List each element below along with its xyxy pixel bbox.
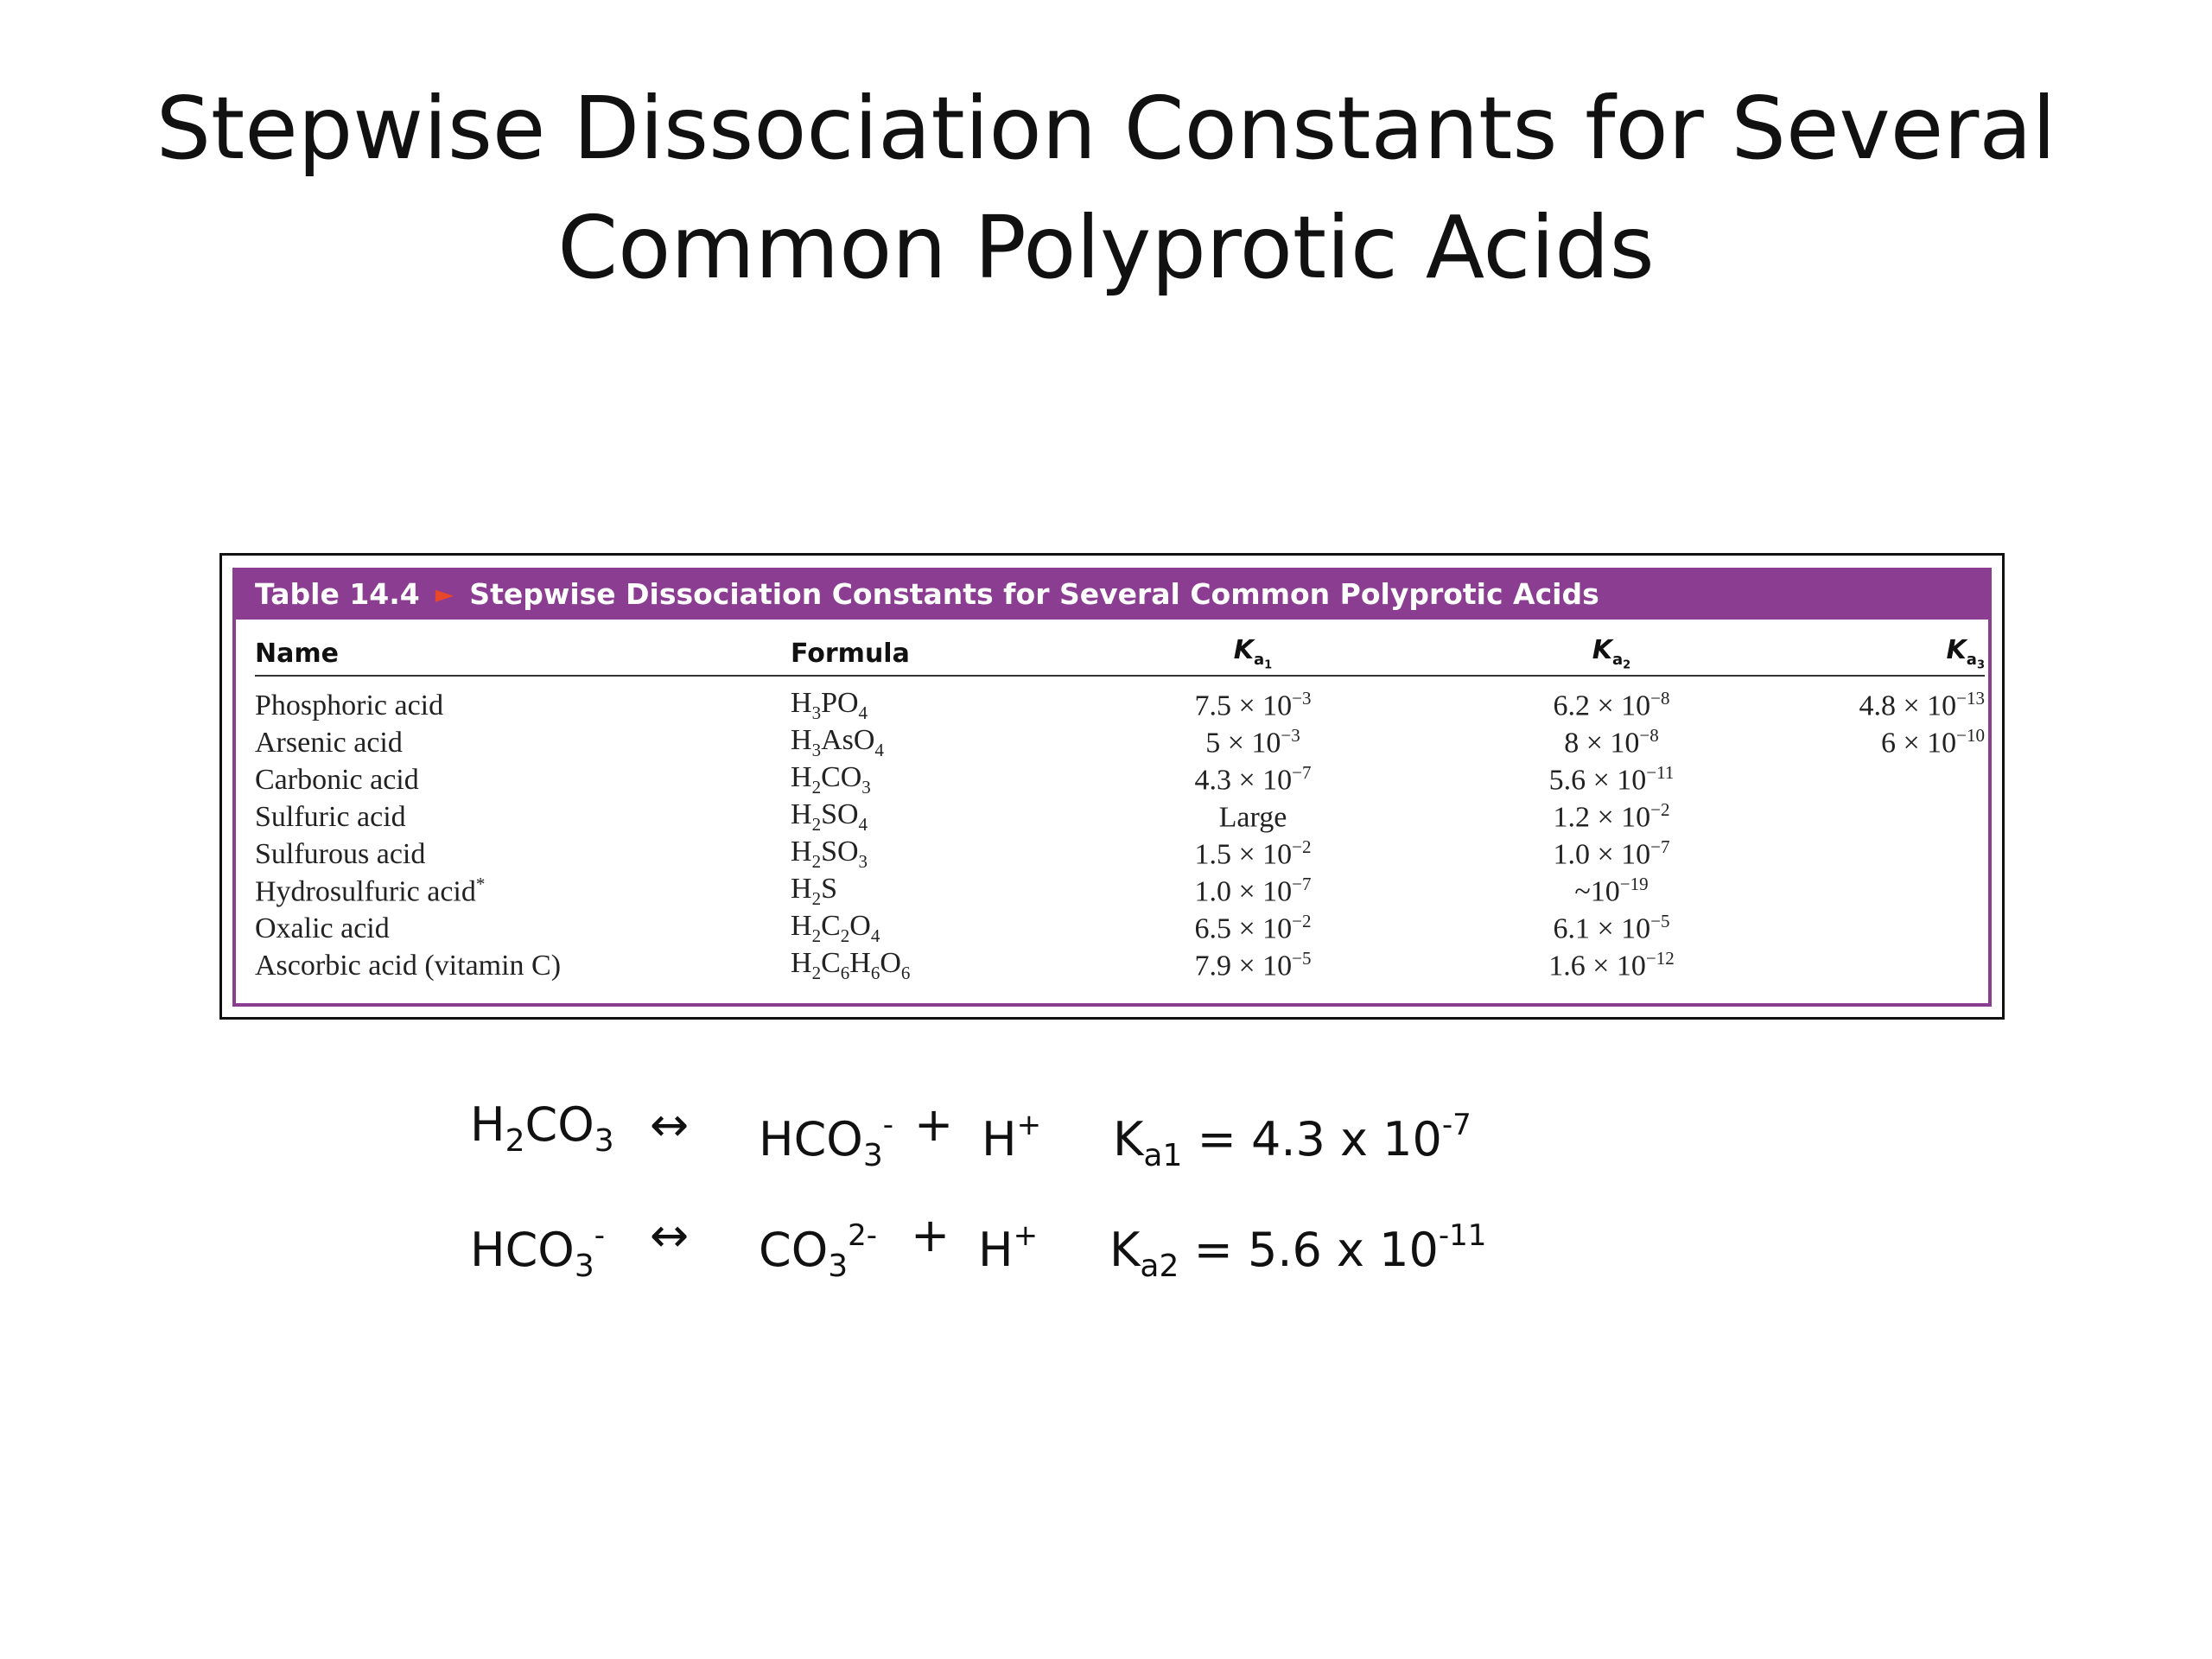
- equation-2-ion: H+: [978, 1218, 1039, 1277]
- table-row: [255, 873, 1985, 910]
- acid-formula: $H_2S$: [791, 873, 837, 909]
- ka1-value: $6.5 \times 10^{-2}$: [1194, 911, 1312, 945]
- column-header-name: Name: [255, 632, 791, 676]
- table-row: [255, 798, 1985, 836]
- table-row: [255, 910, 1985, 947]
- ka3-value: [1784, 947, 1985, 984]
- table-row: [255, 724, 1985, 761]
- acid-name: Sulfurous acid: [255, 837, 426, 870]
- ka1-value: $1.5 \times 10^{-2}$: [1194, 836, 1312, 871]
- ka2-value: $6.1 \times 10^{-5}$: [1553, 911, 1670, 945]
- acid-formula: $H_2C_2O_4$: [791, 910, 880, 946]
- equation-2-plus: +: [911, 1208, 950, 1262]
- acid-formula: $H_2SO_3$: [791, 836, 868, 872]
- table-row: [255, 676, 1985, 724]
- ka2-value: $1.2 \times 10^{-2}$: [1553, 799, 1670, 834]
- ka2-value: $1.6 \times 10^{-12}$: [1548, 948, 1675, 982]
- ka2-value: $8 \times 10^{-8}$: [1564, 725, 1659, 760]
- column-header-formula: Formula: [791, 632, 1067, 676]
- table-row: [255, 836, 1985, 873]
- ka2-value: $\sim 10^{-19}$: [1574, 874, 1649, 908]
- ka3-value: [1784, 836, 1985, 873]
- ka3-value: [1784, 761, 1985, 798]
- acid-formula: $H_2SO_4$: [791, 798, 868, 835]
- table-row: [255, 761, 1985, 798]
- equation-1-constant: $K_{a1} = 4.3$ x $10^{-7}$: [1113, 1108, 1471, 1173]
- equation-1-plus: +: [914, 1097, 954, 1152]
- ka3-value: [1784, 910, 1985, 947]
- ka1-value: $5 \times 10^{-3}$: [1205, 725, 1300, 760]
- acid-name: Carbonic acid: [255, 763, 419, 796]
- ka2-value: $6.2 \times 10^{-8}$: [1553, 688, 1670, 722]
- ka2-value: $5.6 \times 10^{-11}$: [1548, 762, 1675, 797]
- slide-title-line-1: Stepwise Dissociation Constants for Several: [156, 78, 2056, 179]
- triangle-arrow-icon: ►: [435, 579, 454, 608]
- acid-formula: $H_2C_6H_6O_6$: [791, 947, 911, 983]
- equation-2-product: $CO_3^{2-}$: [759, 1218, 878, 1284]
- equation-1: [0, 1090, 2212, 1173]
- ka3-value: $4.8 \times 10^{-13}$: [1859, 688, 1985, 722]
- acid-name: Hydrosulfuric acid*: [255, 874, 486, 908]
- table-row: [255, 947, 1985, 984]
- ka2-value: $1.0 \times 10^{-7}$: [1553, 836, 1670, 871]
- table-box: [232, 568, 1992, 1007]
- ka3-value: $6 \times 10^{-10}$: [1880, 725, 1985, 760]
- slide-title-line-2: Common Polyprotic Acids: [557, 197, 1655, 298]
- table-caption-bar: [236, 568, 1988, 620]
- acid-name: Oxalic acid: [255, 912, 390, 944]
- ka1-value: $7.5 \times 10^{-3}$: [1194, 688, 1312, 722]
- equation-2-constant: $K_{a2} = 5.6$ x $10^{-11}$: [1109, 1218, 1487, 1284]
- acid-name: Arsenic acid: [255, 726, 403, 759]
- ka1-value: $7.9 \times 10^{-5}$: [1194, 948, 1312, 982]
- acid-name: Ascorbic acid (vitamin C): [255, 949, 562, 982]
- acid-name: Sulfuric acid: [255, 800, 406, 833]
- equation-1-ion: H+: [982, 1108, 1042, 1166]
- table-image-frame: [219, 553, 2005, 1020]
- column-header-ka3: $K_{a_3}$: [1784, 632, 1985, 676]
- ka1-value: $1.0 \times 10^{-7}$: [1194, 874, 1312, 908]
- table-number: Table 14.4: [255, 576, 420, 611]
- ka3-value: [1784, 873, 1985, 910]
- column-header-ka1: $K_{a_1}$: [1067, 632, 1439, 676]
- equation-2: [0, 1201, 2212, 1284]
- ka1-value: $4.3 \times 10^{-7}$: [1194, 762, 1312, 797]
- equation-1-product: $HCO_3^-$: [759, 1108, 894, 1173]
- ka3-value: [1784, 798, 1985, 836]
- table-caption: Stepwise Dissociation Constants for Several Common Polyprotic Acids: [469, 576, 1599, 611]
- dissociation-constants-table: [255, 632, 1985, 984]
- acid-formula: $H_2CO_3$: [791, 761, 871, 798]
- equilibrium-arrow-icon: ↔: [650, 1097, 690, 1152]
- acid-formula: $H_3AsO_4$: [791, 724, 884, 760]
- slide-title: [0, 69, 2212, 308]
- acid-formula: $H_3PO_4$: [791, 687, 868, 723]
- equation-2-reactant: $HCO_3^-$: [470, 1218, 606, 1284]
- table-header-row: [255, 632, 1985, 676]
- ka1-value: Large: [1218, 801, 1287, 834]
- column-header-ka2: $K_{a_2}$: [1439, 632, 1784, 676]
- acid-name: Phosphoric acid: [255, 689, 444, 721]
- equilibrium-arrow-icon: ↔: [650, 1208, 690, 1262]
- footnote-mark: *: [475, 874, 486, 895]
- equation-1-reactant: $H_2CO_3$: [470, 1097, 614, 1159]
